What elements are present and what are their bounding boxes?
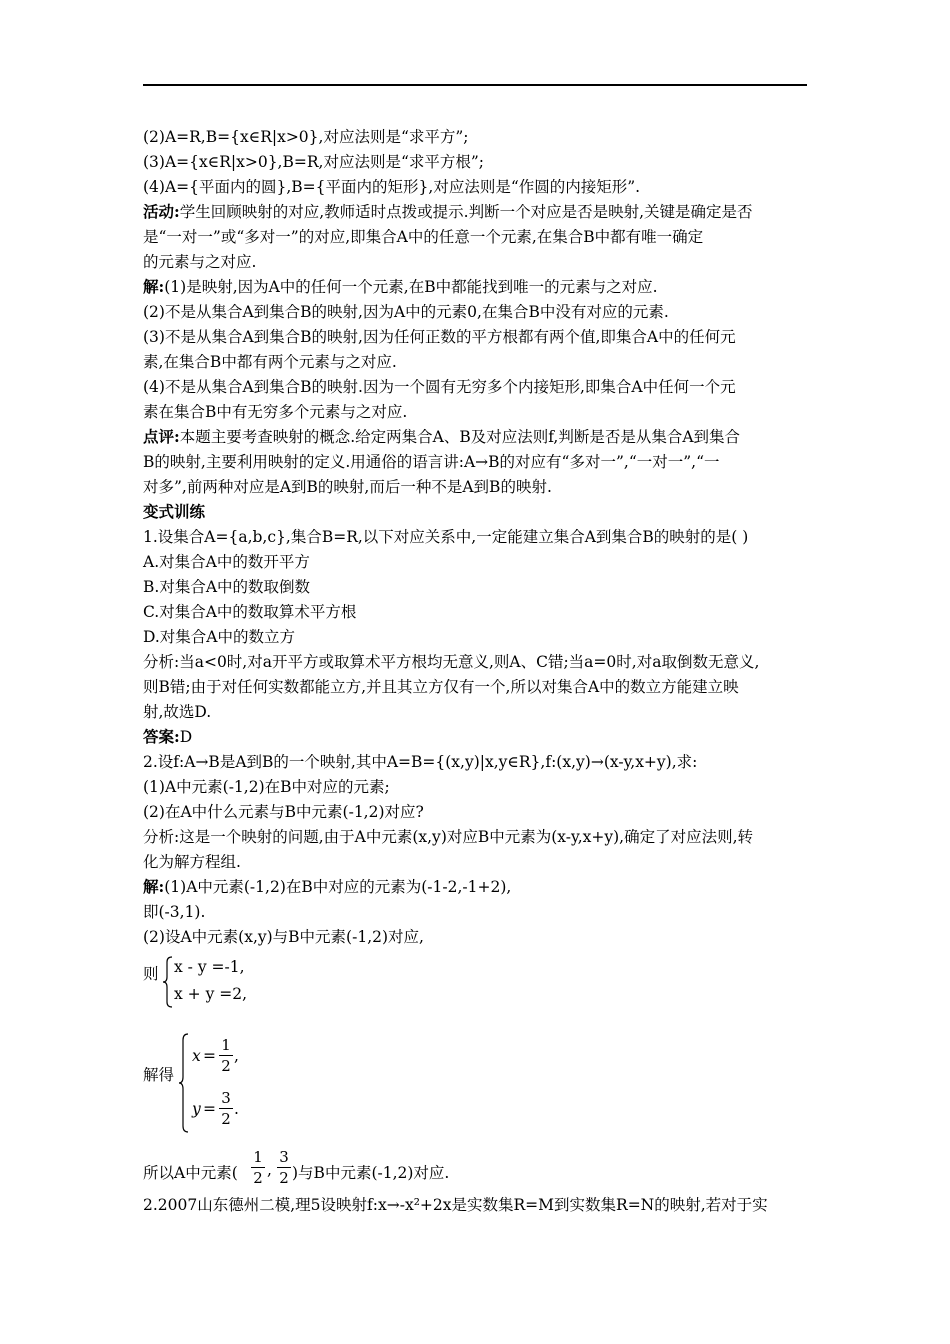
system1-eq2: x + y =2, xyxy=(174,985,248,1003)
text-line xyxy=(143,476,552,498)
text-line xyxy=(143,551,310,573)
line-text: 是“一对一”或“多对一”的对应,即集合A中的任意一个元素,在集合B中都有唯一确定 xyxy=(143,228,704,246)
fraction-three-halves: 3 2 xyxy=(277,1148,291,1187)
bold-label: 解: xyxy=(143,877,165,896)
line-text: D xyxy=(179,728,193,746)
fraction-one-half: 1 2 xyxy=(251,1148,265,1187)
system1-prefix: 则 xyxy=(143,965,159,983)
text-line xyxy=(143,676,739,698)
line-text: (2)不是从集合A到集合B的映射,因为A中的元素0,在集合B中没有对应的元素. xyxy=(143,303,669,321)
line-text: (4)A={平面内的圆},B={平面内的矩形},对应法则是“作圆的内接矩形”. xyxy=(143,178,641,196)
left-brace-icon xyxy=(178,1033,190,1133)
text-line xyxy=(143,776,390,798)
solution-x-var: x xyxy=(192,1047,201,1065)
line-text: A.对集合A中的数开平方 xyxy=(143,553,310,571)
line-text: 学生回顾映射的对应,教师适时点拨或提示.判断一个对应是否是映射,关键是确定是否 xyxy=(179,203,753,221)
text-line xyxy=(143,626,295,648)
text-line xyxy=(143,576,310,598)
text-line xyxy=(143,501,205,523)
text-line xyxy=(143,301,669,323)
text-line xyxy=(143,751,697,773)
solution-y-var: y xyxy=(192,1100,201,1118)
last-line: 2.2007山东德州二模,理5设映射f:x→-x²+2x是实数集R=M到实数集R=N的映射,若对于实 xyxy=(143,1196,768,1214)
line-text: 素在集合B中有无穷多个元素与之对应. xyxy=(143,403,408,421)
text-line xyxy=(143,651,759,673)
line-text: (2)在A中什么元素与B中元素(-1,2)对应? xyxy=(143,803,424,821)
text-line xyxy=(143,826,753,848)
line-text: B的映射,主要利用映射的定义.用通俗的语言讲:A→B的对应有“多对一”,“一对一”,“一 xyxy=(143,453,720,471)
bold-label: 解: xyxy=(143,277,165,296)
line-text: 的元素与之对应. xyxy=(143,253,257,271)
line-text: 素,在集合B中都有两个元素与之对应. xyxy=(143,353,397,371)
text-line xyxy=(143,126,469,148)
line-text: (2)A=R,B={x∈R|x>0},对应法则是“求平方”; xyxy=(143,128,469,146)
line-text: D.对集合A中的数立方 xyxy=(143,628,295,646)
text-line xyxy=(143,176,640,198)
line-text: 本题主要考查映射的概念.给定两集合A、B及对应法则f,判断是否是从集合A到集合 xyxy=(179,428,741,446)
line-text: 分析:当a<0时,对a开平方或取算术平方根均无意义,则A、C错;当a=0时,对a取倒数无意义, xyxy=(143,653,760,671)
line-text: 分析:这是一个映射的问题,由于A中元素(x,y)对应B中元素为(x-y,x+y),确定了对应法则,转 xyxy=(143,828,754,846)
line-text: (4)不是从集合A到集合B的映射.因为一个圆有无穷多个内接矩形,即集合A中任何一个元 xyxy=(143,378,736,396)
text-line xyxy=(143,701,211,723)
fraction-one-half: 1 2 xyxy=(219,1036,233,1075)
text-line xyxy=(143,201,753,223)
line-text: (1)是映射,因为A中的任何一个元素,在B中都能找到唯一的元素与之对应. xyxy=(164,278,658,296)
system2-prefix: 解得 xyxy=(143,1066,175,1084)
line-text: (3)A={x∈R|x>0},B=R,对应法则是“求平方根”; xyxy=(143,153,485,171)
header-rule xyxy=(143,84,807,86)
text-line xyxy=(143,801,424,823)
line-text: 2.设f:A→B是A到B的一个映射,其中A=B={(x,y)|x,y∈R},f:(x,y)→(x-y,x+y),求: xyxy=(143,753,698,771)
text-line xyxy=(143,401,407,423)
text-line xyxy=(143,351,397,373)
text-line xyxy=(143,601,356,623)
line-text: (1)A中元素(-1,2)在B中对应的元素; xyxy=(143,778,390,796)
text-line xyxy=(143,851,241,873)
line-text: (3)不是从集合A到集合B的映射,因为任何正数的平方根都有两个值,即集合A中的任何元 xyxy=(143,328,736,346)
text-line xyxy=(143,276,658,298)
left-brace-icon xyxy=(162,956,174,1008)
line-text: 射,故选D. xyxy=(143,703,212,721)
text-line xyxy=(143,326,736,348)
bold-label: 活动: xyxy=(143,202,180,221)
text-line xyxy=(143,251,256,273)
line-text: B.对集合A中的数取倒数 xyxy=(143,578,311,596)
bold-label: 答案: xyxy=(143,727,180,746)
bold-label: 变式训练 xyxy=(143,502,206,521)
text-line xyxy=(143,901,205,923)
line-text: C.对集合A中的数取算术平方根 xyxy=(143,603,357,621)
text-line xyxy=(143,726,192,748)
line-text: 则B错;由于对任何实数都能立方,并且其立方仅有一个,所以对集合A中的数立方能建立映 xyxy=(143,678,739,696)
line-text: (1)A中元素(-1,2)在B中对应的元素为(-1-2,-1+2), xyxy=(164,878,512,896)
text-line xyxy=(143,926,424,948)
text-line xyxy=(143,876,511,898)
bold-label: 点评: xyxy=(143,427,180,446)
text-line xyxy=(143,526,748,548)
system1-eq1: x - y =-1, xyxy=(174,958,245,976)
fraction-three-halves: 3 2 xyxy=(219,1089,233,1128)
line-text: 1.设集合A={a,b,c},集合B=R,以下对应关系中,一定能建立集合A到集合B的映射的是( ) xyxy=(143,528,749,546)
text-line xyxy=(143,451,720,473)
text-line xyxy=(143,376,736,398)
text-line xyxy=(143,151,484,173)
text-line xyxy=(143,226,703,248)
line-text: (2)设A中元素(x,y)与B中元素(-1,2)对应, xyxy=(143,928,424,946)
line-text: 即(-3,1). xyxy=(143,903,206,921)
line-text: 对多”,前两种对应是A到B的映射,而后一种不是A到B的映射. xyxy=(143,478,552,496)
text-line xyxy=(143,426,740,448)
line-text: 化为解方程组. xyxy=(143,853,241,871)
